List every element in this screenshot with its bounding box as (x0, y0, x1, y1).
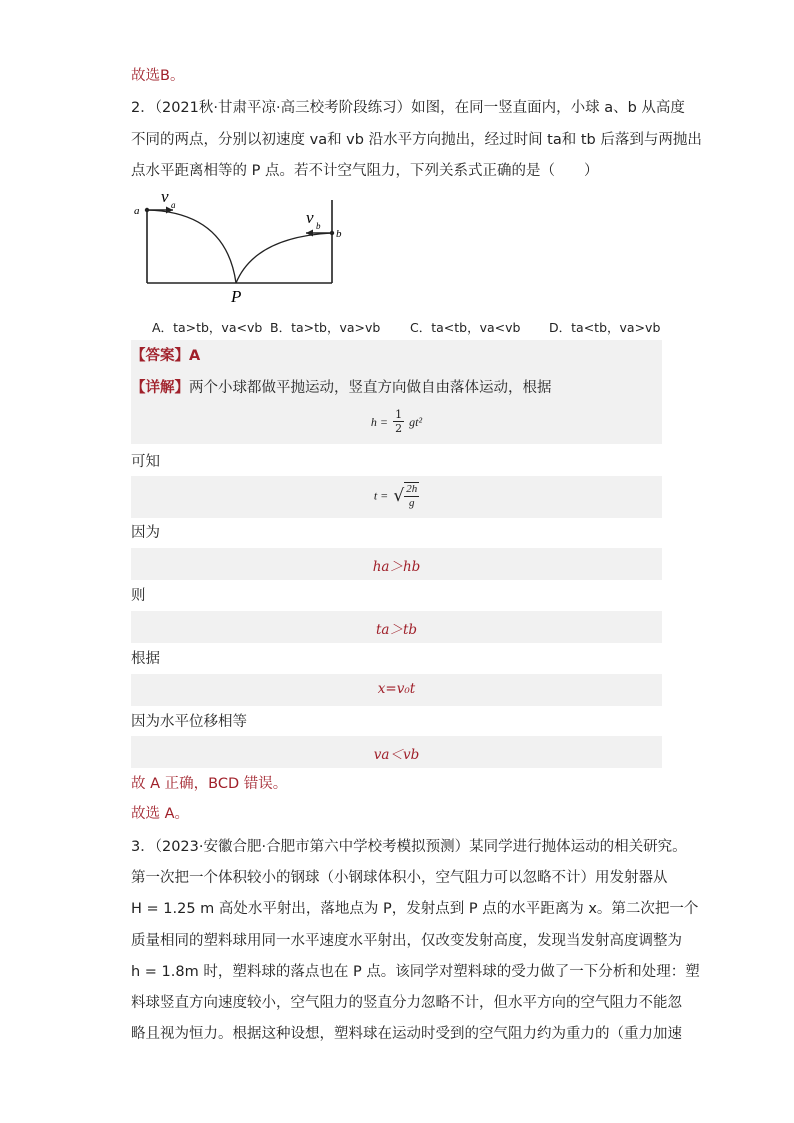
formula-t-fraction (404, 482, 419, 510)
option-a[interactable] (152, 318, 262, 336)
formula-h-den: 2 (395, 422, 403, 435)
answer-tag: 【答案】 (131, 348, 189, 364)
ze-text: 则 (131, 588, 146, 604)
formula-5: x=v₀t (377, 681, 416, 697)
question-3-line-7: 略且视为恒力。根据这种设想，塑料球在运动时受到的空气阻力约为重力的（重力加速 (131, 1026, 682, 1042)
label-b: b (336, 228, 342, 240)
option-c-label: C． (410, 320, 432, 335)
formula-t-num: 2h (406, 483, 418, 495)
conclusion-text: 故 A 正确，BCD 错误。 (131, 776, 288, 792)
projectile-figure (128, 182, 358, 308)
question-3-line-2: 第一次把一个体积较小的钢球（小钢球体积小，空气阻力可以忽略不计）用发射器从 (131, 870, 668, 886)
question-3-line-3: H = 1.25 m 高处水平射出，落地点为 P，发射点到 P 点的水平距离为 x。第二次把一个 (131, 901, 699, 917)
question-3-line-6: 料球竖直方向速度较小，空气阻力的竖直分力忽略不计，但水平方向的空气阻力不能忽 (131, 995, 682, 1011)
label-P: P (231, 287, 242, 306)
formula-6: va＜vb (373, 747, 420, 763)
figure-walls (147, 200, 332, 283)
label-va: v (161, 187, 169, 206)
yinwei-2-text: 因为水平位移相等 (131, 714, 247, 730)
trajectory-a (147, 210, 236, 283)
option-d[interactable] (549, 318, 660, 336)
option-b[interactable] (270, 318, 380, 336)
question-3-text: 某同学进行抛体运动的相关研究。 (469, 839, 687, 855)
option-a-label: A． (152, 320, 174, 335)
formula-h-num: 1 (395, 408, 403, 421)
formula-h (131, 408, 662, 438)
label-vb: v (306, 208, 314, 227)
question-text: 如图，在同一竖直面内，小球 a、b 从高度 (411, 100, 685, 116)
detail-line (131, 378, 552, 398)
option-d-text: ta<tb，va>vb (571, 320, 661, 335)
option-b-text: ta>tb，va>vb (291, 320, 381, 335)
yinwei-1-text: 因为 (131, 525, 160, 541)
trajectory-b (236, 233, 332, 283)
detail-tag: 【详解】 (131, 380, 189, 396)
question-2-line-3: 点水平距离相等的 P 点。若不计空气阻力，下列关系式正确的是（ ） (131, 163, 599, 179)
formula-t-den: g (408, 497, 415, 509)
question-3-number: 3． (131, 839, 155, 855)
label-va-sub: a (171, 200, 176, 210)
formula-t (131, 482, 662, 512)
question-3-source: （2023·安徽合肥·合肥市第六中学校考模拟预测） (154, 839, 470, 855)
formula-4: ta＞tb (375, 622, 418, 638)
question-2-line-1 (131, 98, 685, 118)
option-c-text: ta<tb，va<vb (431, 320, 521, 335)
pick-text: 故选 A。 (131, 806, 190, 822)
label-a: a (134, 205, 140, 217)
genju-text: 根据 (131, 651, 160, 667)
question-3-line-1 (131, 837, 687, 857)
formula-3: ha＞hb (372, 559, 421, 575)
answer-line (131, 346, 200, 366)
formula-t-lhs: t = (373, 488, 389, 503)
question-3-line-5: h = 1.8m 时，塑料球的落点也在 P 点。该同学对塑料球的受力做了一下分析和处理：塑 (131, 964, 700, 980)
option-d-label: D． (549, 320, 572, 335)
formula-h-fraction (393, 408, 404, 435)
question-3-line-4: 质量相同的塑料球用同一水平速度水平射出，仅改变发射高度，发现当发射高度调整为 (131, 933, 682, 949)
question-2-line-2: 不同的两点，分别以初速度 va和 vb 沿水平方向抛出，经过时间 ta和 tb 后落到与两抛出 (131, 132, 702, 148)
option-a-text: ta>tb，va<vb (173, 320, 263, 335)
sqrt-sign: √ (393, 486, 405, 506)
answer-value: A (189, 348, 201, 364)
label-vb-sub: b (316, 221, 321, 231)
prev-answer-choice: 故选B。 (131, 68, 185, 84)
question-source: （2021秋·甘肃平凉·高三校考阶段练习） (154, 100, 412, 116)
kezhi-text: 可知 (131, 454, 160, 470)
detail-text: 两个小球都做平抛运动，竖直方向做自由落体运动，根据 (189, 380, 552, 396)
formula-h-lhs: h = (370, 415, 388, 429)
formula-h-rhs: gt² (409, 415, 423, 429)
option-b-label: B． (270, 320, 292, 335)
option-c[interactable] (410, 318, 520, 336)
question-number: 2． (131, 100, 155, 116)
